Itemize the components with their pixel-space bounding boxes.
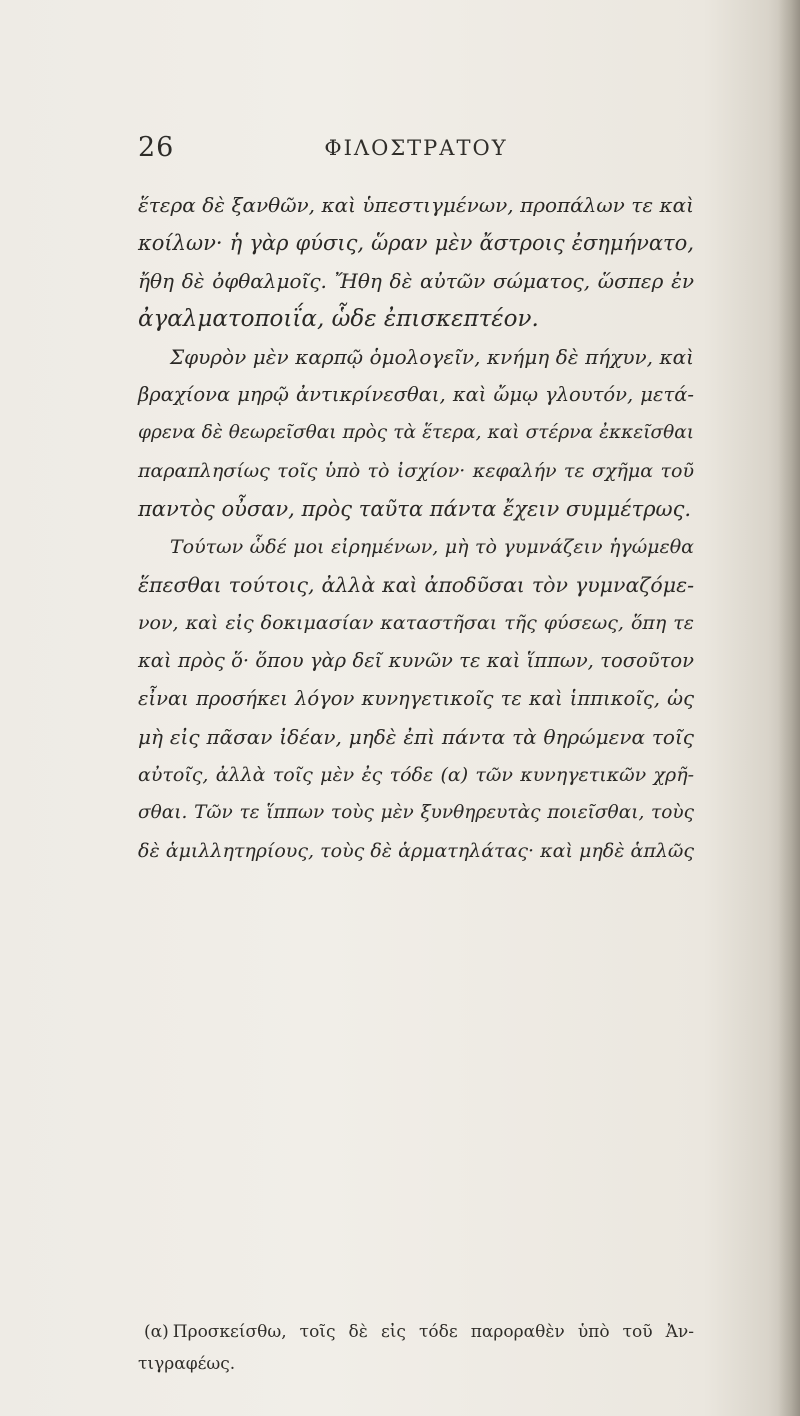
footnote-marker: (α) <box>144 1322 169 1342</box>
text-line: μὴ εἰς πᾶσαν ἰδέαν, μηδὲ ἐπὶ πάντα τὰ θηρώμενα τοῖς <box>138 725 694 749</box>
page-edge-shadow <box>778 0 800 1416</box>
page-header <box>138 132 694 172</box>
text-line: παντὸς οὖσαν, πρὸς ταῦτα πάντα ἔχειν συμμέτρως. <box>138 497 692 521</box>
footnote-text: Προσκείσθω, τοῖς δὲ εἰς τόδε παροραθὲν ὑπὸ τοῦ Ἀν- <box>172 1322 694 1342</box>
text-line: φρενα δὲ θεωρεῖσθαι πρὸς τὰ ἕτερα, καὶ στέρνα ἐκκεῖσθαι <box>138 422 694 443</box>
text-line: δὲ ἁμιλλητηρίους, τοὺς δὲ ἁρματηλάτας· καὶ μηδὲ ἁπλῶς <box>138 840 694 862</box>
text-line: ἤθη δὲ ὀφθαλμοῖς. Ἤθη δὲ αὐτῶν σώματος, ὥσπερ ἐν <box>138 269 694 293</box>
text-line: Σφυρὸν μὲν καρπῷ ὁμολογεῖν, κνήμη δὲ πήχυν, καὶ <box>170 345 694 369</box>
text-line: σθαι. Τῶν τε ἵππων τοὺς μὲν ξυνθηρευτὰς ποιεῖσθαι, τοὺς <box>138 802 694 823</box>
text-line: ἕπεσθαι τούτοις, ἀλλὰ καὶ ἀποδῦσαι τὸν γυμναζόμε- <box>138 573 694 597</box>
footnote-line <box>138 1316 694 1348</box>
text-line: βραχίονα μηρῷ ἀντικρίνεσθαι, καὶ ὤμῳ γλουτόν, μετά- <box>138 383 694 406</box>
text-line: κοίλων· ἡ γὰρ φύσις, ὥραν μὲν ἄστροις ἐσημήνατο, <box>138 231 694 255</box>
text-line: ἕτερα δὲ ξανθῶν, καὶ ὑπεστιγμένων, προπάλων τε καὶ <box>138 193 694 217</box>
main-text <box>138 186 694 870</box>
text-line: νον, καὶ εἰς δοκιμασίαν καταστῆσαι τῆς φύσεως, ὅπη τε <box>138 612 694 634</box>
footnote <box>138 1316 694 1380</box>
text-line: παραπλησίως τοῖς ὑπὸ τὸ ἰσχίον· κεφαλήν τε σχῆμα τοῦ <box>138 460 694 482</box>
text-line: εἶναι προσήκει λόγον κυνηγετικοῖς τε καὶ ἱππικοῖς, ὡς <box>138 687 694 710</box>
text-line: Τούτων ὧδέ μοι εἰρημένων, μὴ τὸ γυμνάζειν ἡγώμεθα <box>170 536 694 558</box>
text-line: αὐτοῖς, ἀλλὰ τοῖς μὲν ἐς τόδε (α) τῶν κυνηγετικῶν χρῆ- <box>138 764 694 786</box>
page-number: 26 <box>138 132 175 163</box>
text-line: ἀγαλματοποιΐα, ὧδε ἐπισκεπτέον. <box>138 306 539 332</box>
text-line: καὶ πρὸς ὅ· ὅπου γὰρ δεῖ κυνῶν τε καὶ ἵππων, τοσοῦτον <box>138 649 694 672</box>
running-head: ΦΙΛΟΣΤΡΑΤΟΥ <box>324 136 508 160</box>
footnote-line: τιγραφέως. <box>138 1354 236 1374</box>
